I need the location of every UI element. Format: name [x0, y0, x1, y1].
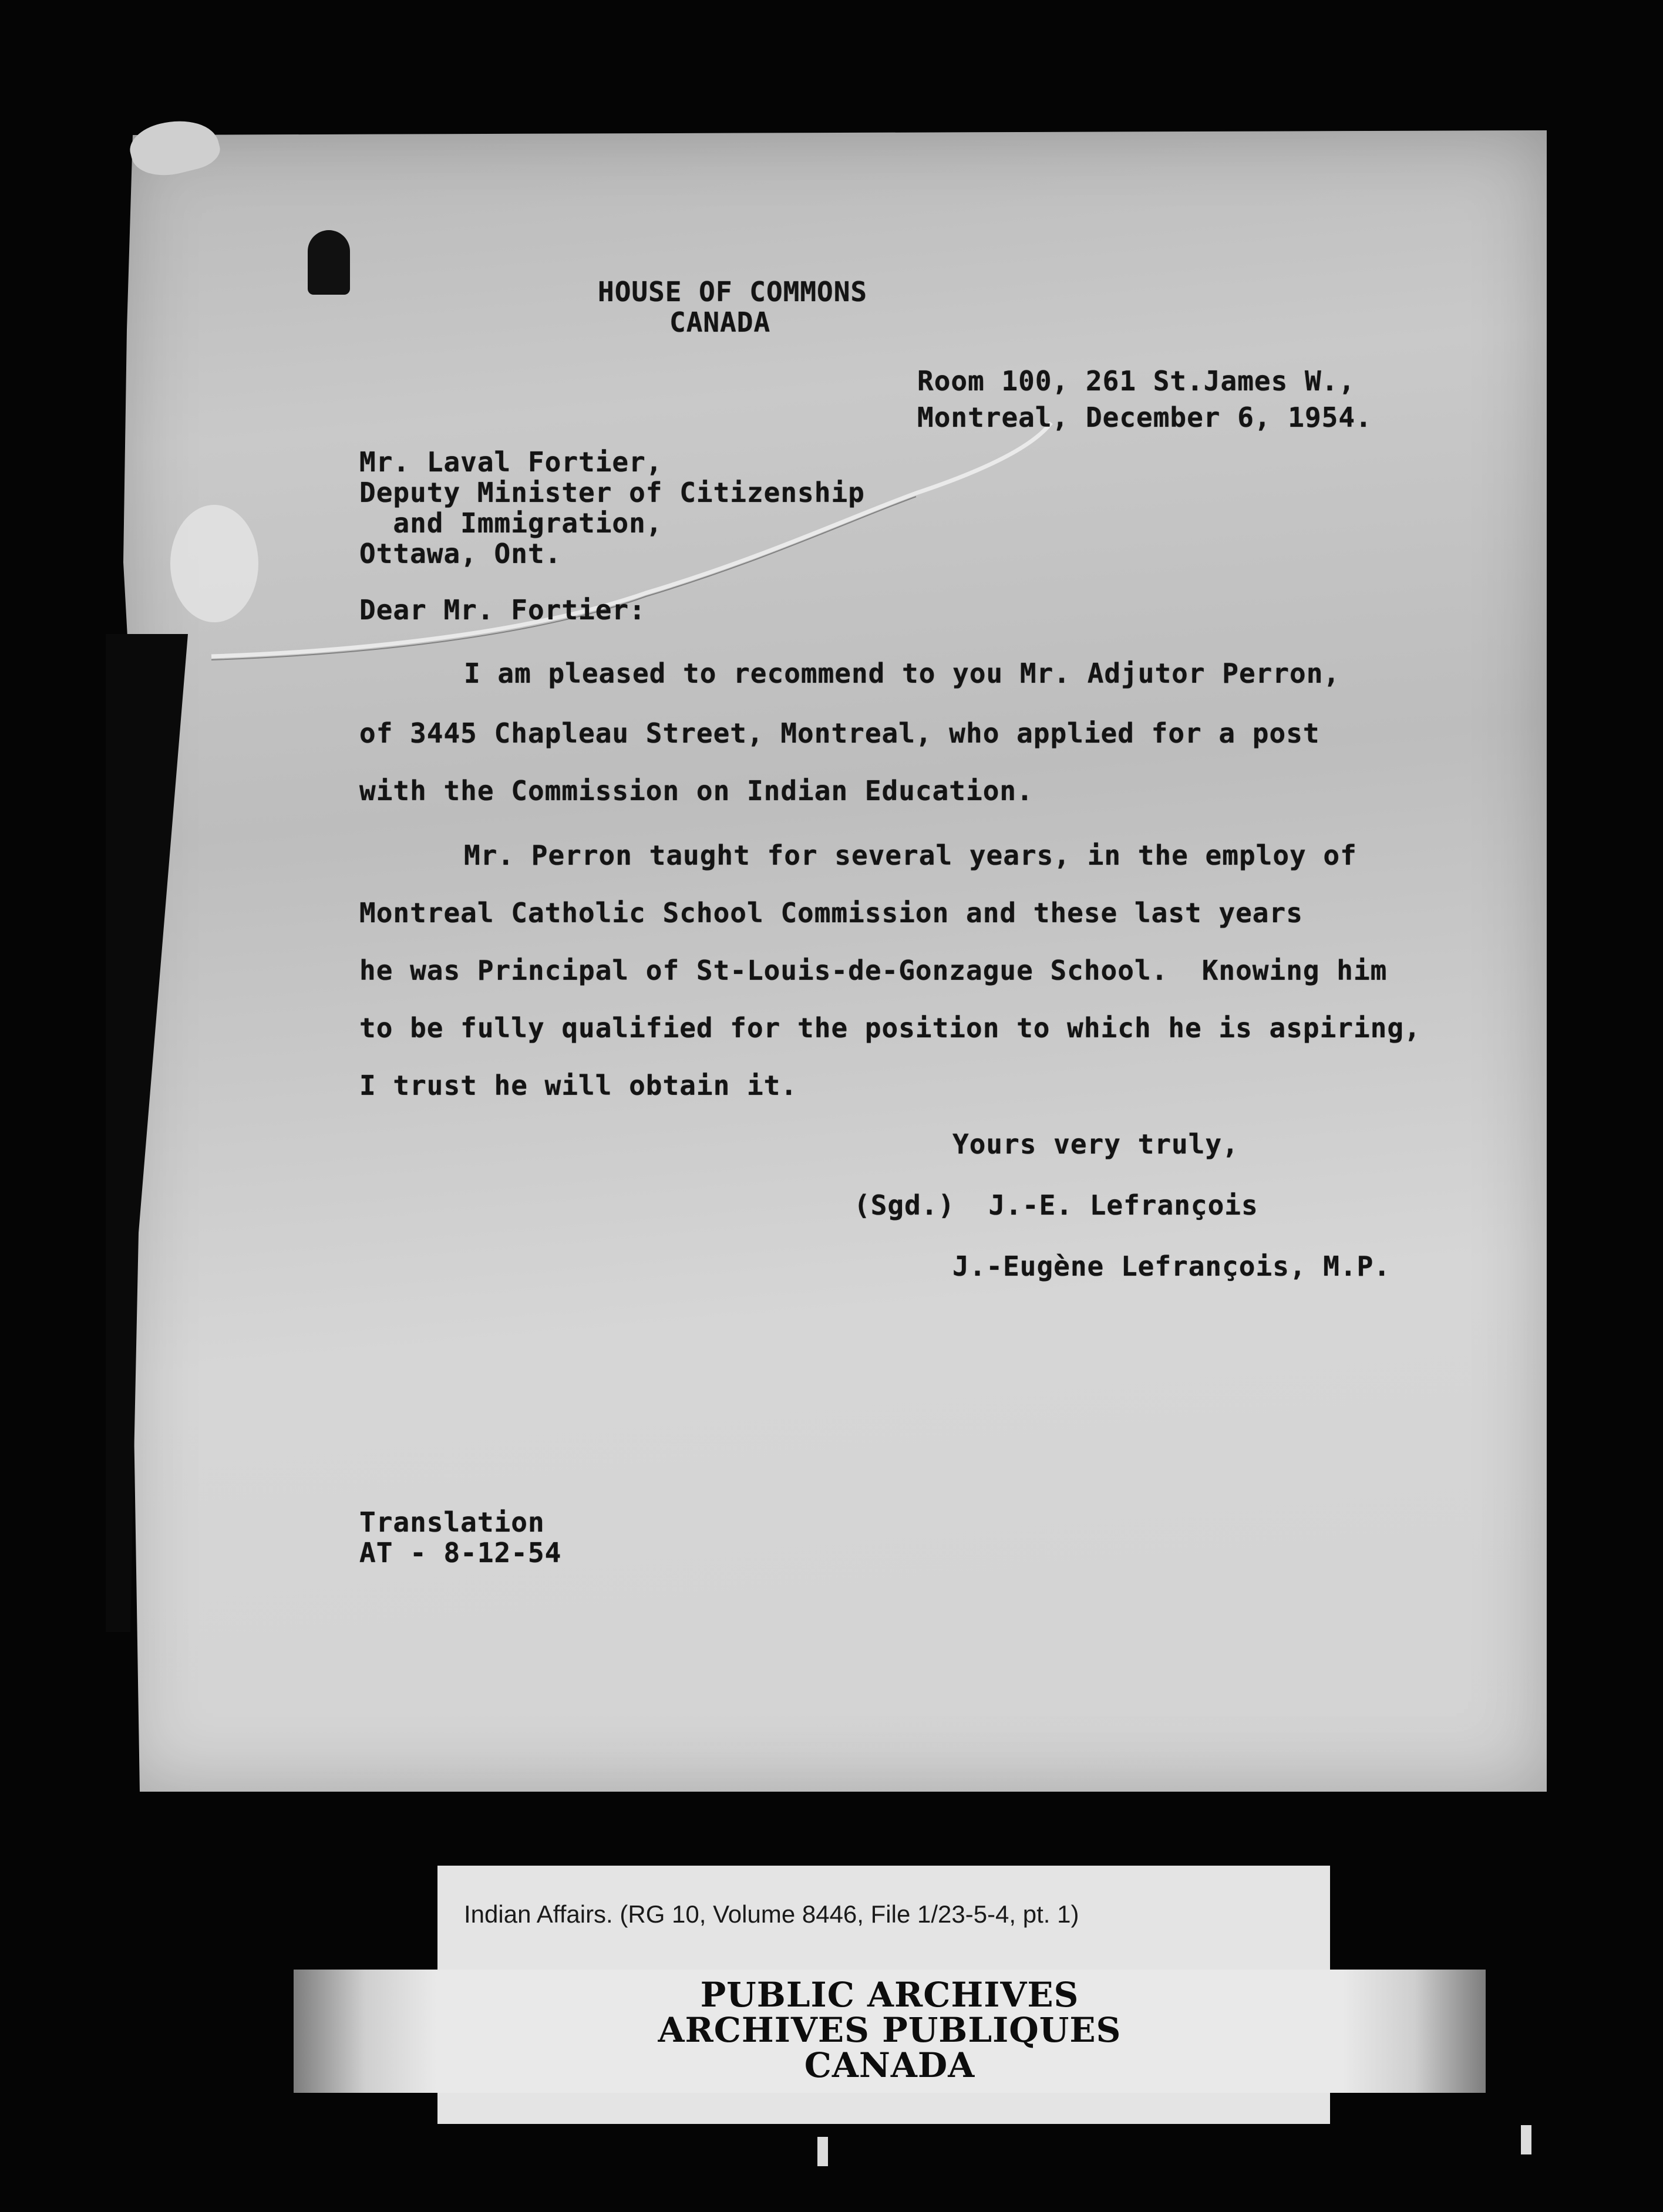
archive-stamp-line: CANADA [804, 2045, 975, 2085]
film-mark [1521, 2125, 1531, 2154]
paper-stain [170, 505, 258, 622]
archive-stamp-line: PUBLIC ARCHIVES [700, 1975, 1079, 2015]
archive-source-caption: Indian Affairs. (RG 10, Volume 8446, File 1/23-5-4, pt. 1) [464, 1900, 1079, 1928]
letterhead-title: HOUSE OF COMMONS [598, 276, 868, 308]
signatory-name: J.-Eugène Lefrançois, M.P. [952, 1250, 1391, 1282]
body-line: he was Principal of St-Louis-de-Gonzague School. Knowing him [359, 955, 1388, 986]
recipient-title-cont: and Immigration, [359, 507, 663, 539]
recipient-name: Mr. Laval Fortier, [359, 446, 663, 478]
recipient-city: Ottawa, Ont. [359, 538, 562, 569]
body-line: to be fully qualified for the position to which he is aspiring, [359, 1012, 1421, 1044]
sender-address: Room 100, 261 St.James W., [917, 365, 1356, 397]
body-line: Montreal Catholic School Commission and these last years [359, 897, 1303, 929]
body-line: Mr. Perron taught for several years, in the employ of [464, 839, 1357, 871]
signature-note: (Sgd.) J.-E. Lefrançois [854, 1189, 1258, 1221]
archive-stamp [528, 1977, 1251, 2083]
punch-hole [308, 230, 350, 295]
body-line: of 3445 Chapleau Street, Montreal, who applied for a post [359, 717, 1320, 749]
letter-date: Montreal, December 6, 1954. [917, 402, 1372, 433]
translation-note: Translation [359, 1506, 545, 1538]
salutation: Dear Mr. Fortier: [359, 594, 646, 626]
letterhead-country: CANADA [669, 306, 771, 338]
complimentary-close: Yours very truly, [952, 1128, 1239, 1160]
body-line: with the Commission on Indian Education. [359, 775, 1034, 807]
body-line: I am pleased to recommend to you Mr. Adjutor Perron, [464, 657, 1341, 689]
film-mark [817, 2137, 828, 2166]
recipient-title: Deputy Minister of Citizenship [359, 477, 865, 508]
archive-stamp-line: ARCHIVES PUBLIQUES [658, 2010, 1122, 2050]
reference-code: AT - 8-12-54 [359, 1537, 562, 1569]
body-line: I trust he will obtain it. [359, 1070, 798, 1101]
